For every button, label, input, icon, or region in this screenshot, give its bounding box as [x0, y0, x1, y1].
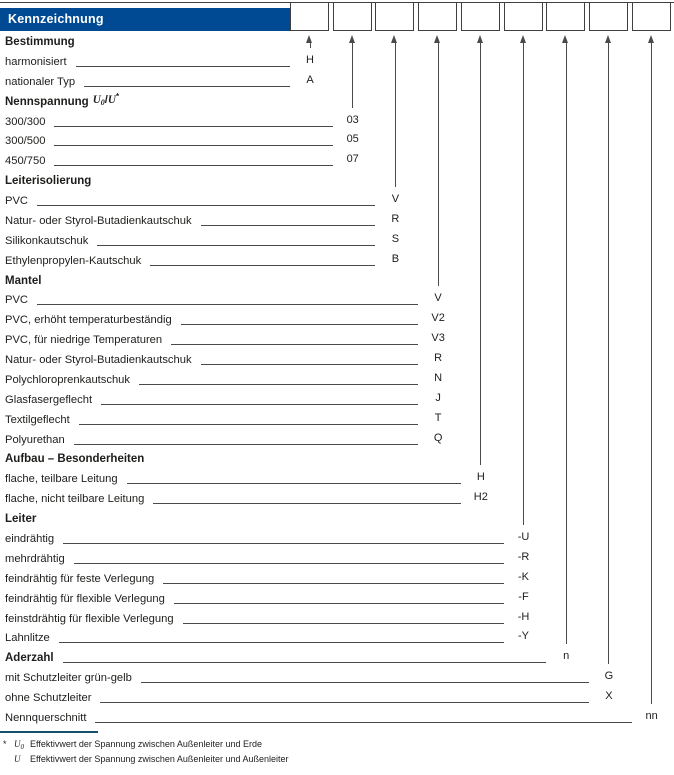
code-box [546, 2, 585, 31]
leader-line [63, 662, 547, 663]
column-arrow-stem [438, 43, 439, 286]
code-box [632, 2, 671, 31]
row-code: R [391, 212, 400, 225]
footnote-symbol: $U_0$ [14, 739, 24, 751]
row-code: 07 [346, 153, 359, 166]
diagram-row [5, 431, 418, 448]
row-code: N [434, 371, 443, 384]
row-code: V2 [431, 312, 445, 325]
code-box [290, 2, 329, 31]
row-code: H [476, 471, 485, 484]
arrow-up-icon [349, 35, 355, 43]
diagram-row [5, 550, 504, 567]
leader-line [141, 682, 589, 683]
row-code: V3 [431, 332, 445, 345]
row-label: Bestimmung [5, 36, 75, 48]
arrow-up-icon [477, 35, 483, 43]
code-box [333, 2, 372, 31]
row-code: -U [517, 531, 530, 543]
column-arrow-stem [310, 43, 311, 48]
row-label: feinstdrähtig für flexible Verlegung [5, 612, 174, 625]
row-label: Natur- oder Styrol-Butadienkautschuk [5, 354, 192, 367]
section-title: Kennzeichnung [8, 12, 104, 26]
row-code: 03 [346, 113, 359, 126]
row-label: Lahnlitze [5, 632, 50, 645]
row-code: Q [433, 431, 443, 444]
column-arrow-stem [352, 43, 353, 108]
row-code: B [391, 252, 400, 265]
row-label: PVC, erhöht temperaturbeständig [5, 314, 172, 327]
arrow-up-icon [520, 35, 526, 43]
leader-line [139, 384, 418, 385]
leader-line [183, 623, 504, 624]
leader-line [74, 563, 504, 564]
row-code: -R [517, 550, 530, 563]
leader-line [84, 86, 290, 87]
row-label: ohne Schutzleiter [5, 692, 92, 705]
row-label: harmonisiert [5, 55, 67, 68]
row-code: n [563, 650, 570, 663]
leader-line [171, 344, 418, 345]
diagram-row [5, 649, 546, 666]
leader-line [181, 324, 418, 325]
leader-line [127, 483, 461, 484]
row-label: Aufbau – Besonderheiten [5, 453, 145, 466]
diagram-row [5, 33, 75, 50]
leader-line [101, 404, 418, 405]
diagram-row [5, 152, 333, 169]
leader-line [201, 364, 419, 365]
row-label: Leiterisolierung [5, 175, 92, 188]
row-label: flache, teilbare Leitung [5, 473, 118, 486]
diagram-row [5, 470, 461, 487]
row-code: X [605, 690, 613, 703]
row-label: 300/300 [5, 115, 46, 128]
row-label: Mantel [5, 274, 42, 287]
leader-line [59, 642, 504, 643]
diagram-row [5, 570, 504, 587]
row-label: Nennquerschnitt [5, 711, 87, 724]
diagram-row [5, 93, 119, 110]
row-label: Ethylenpropylen-Kautschuk [5, 254, 142, 267]
code-box [461, 2, 500, 31]
row-label: Natur- oder Styrol-Butadienkautschuk [5, 214, 192, 227]
footnote-marker: * [3, 739, 7, 749]
leader-line [37, 304, 418, 305]
footnote [3, 739, 289, 754]
footnote-text: Effektivwert der Spannung zwischen Außenleiter und Erde [30, 739, 262, 749]
leader-line [54, 145, 332, 146]
arrow-up-icon [391, 35, 397, 43]
leader-line [150, 265, 375, 266]
diagram-row [5, 73, 290, 90]
row-label: 300/500 [5, 135, 46, 148]
diagram-row [5, 113, 333, 130]
row-label: feindrähtig für flexible Verlegung [5, 592, 165, 605]
row-code: nn [645, 709, 658, 722]
row-code: H [306, 53, 314, 66]
footnote-rule [0, 731, 98, 733]
diagram-row [5, 689, 589, 706]
code-box [418, 2, 457, 31]
arrow-up-icon [648, 35, 654, 43]
column-arrow-stem [566, 43, 567, 644]
row-label: flache, nicht teilbare Leitung [5, 493, 145, 506]
row-label: Polyurethan [5, 433, 65, 446]
diagram-row [5, 510, 36, 527]
leader-line [201, 225, 376, 226]
diagram-row [5, 669, 589, 686]
diagram-row [5, 331, 418, 348]
diagram-row [5, 391, 418, 408]
leader-line [37, 205, 375, 206]
diagram-row [5, 232, 375, 249]
diagram-row [5, 629, 504, 646]
diagram-row [5, 311, 418, 328]
row-label: Glasfasergeflecht [5, 393, 93, 406]
row-label: Nennspannung [5, 95, 89, 108]
voltage-formula: $U_0/U^*$ [92, 91, 120, 107]
diagram-row [5, 212, 375, 229]
row-code: S [391, 232, 400, 245]
diagram-row [5, 291, 418, 308]
footnote-text: Effektivwert der Spannung zwischen Außenleiter und Außenleiter [30, 753, 289, 764]
diagram-row [5, 709, 632, 726]
column-arrow-stem [523, 43, 524, 525]
code-box [375, 2, 414, 31]
diagram-row [5, 132, 333, 149]
diagram-row [5, 53, 290, 70]
diagram-row [5, 590, 504, 607]
row-label: eindrähtig [5, 533, 55, 545]
arrow-up-icon [434, 35, 440, 43]
row-code: 05 [346, 133, 359, 146]
row-code: R [434, 352, 443, 365]
row-label: PVC, für niedrige Temperaturen [5, 334, 163, 347]
row-label: PVC [5, 195, 29, 208]
column-arrow-stem [608, 43, 609, 664]
arrow-up-icon [605, 35, 611, 43]
code-box [504, 2, 543, 31]
diagram-row [5, 371, 418, 388]
row-label: mit Schutzleiter grün-gelb [5, 672, 132, 685]
diagram-row [5, 450, 144, 467]
row-code: -K [518, 570, 529, 583]
row-label: feindrähtig für feste Verlegung [5, 572, 155, 585]
row-label: Aderzahl [5, 652, 54, 665]
arrow-up-icon [562, 35, 568, 43]
leader-line [54, 126, 332, 127]
row-code: V [434, 292, 442, 305]
row-code: V [391, 193, 400, 206]
diagram-row [5, 172, 91, 189]
diagram-row [5, 351, 418, 368]
column-arrow-stem [480, 43, 481, 465]
leader-line [100, 702, 588, 703]
diagram-row [5, 530, 504, 547]
leader-line [63, 543, 503, 544]
leader-line [174, 603, 504, 604]
row-code: -F [518, 590, 529, 603]
footnote [3, 754, 289, 769]
column-arrow-stem [395, 43, 396, 187]
row-label: 450/750 [5, 155, 46, 168]
row-label: mehrdrähtig [5, 552, 65, 565]
footnote-marker [3, 754, 14, 769]
row-label: Textilgeflecht [5, 413, 70, 426]
leader-line [74, 444, 418, 445]
row-label: nationaler Typ [5, 75, 76, 88]
diagram-row [5, 610, 504, 627]
leader-line [79, 424, 418, 425]
row-code: -Y [518, 630, 529, 643]
row-label: Silikonkautschuk [5, 234, 89, 247]
arrow-up-icon [306, 35, 312, 43]
diagram-row [5, 490, 461, 507]
footnotes [3, 739, 289, 768]
row-label: Polychloroprenkautschuk [5, 373, 130, 386]
row-code: J [435, 391, 441, 404]
diagram-row [5, 411, 418, 428]
diagram-row [5, 192, 375, 209]
row-label: PVC [5, 294, 29, 307]
row-code: H2 [473, 491, 488, 504]
row-code: A [306, 73, 314, 86]
diagram-row [5, 252, 375, 269]
section-header [0, 8, 290, 31]
footnote-symbol: U [14, 753, 21, 764]
leader-line [54, 165, 332, 166]
column-arrow-stem [651, 43, 652, 704]
leader-line [163, 583, 503, 584]
code-box [589, 2, 628, 31]
leader-line [97, 245, 375, 246]
row-code: G [604, 670, 614, 683]
leader-line [153, 503, 460, 504]
leader-line [95, 722, 631, 723]
diagram-row [5, 272, 41, 289]
row-code: T [434, 411, 442, 424]
row-code: -H [517, 610, 530, 623]
row-label: Leiter [5, 513, 37, 526]
leader-line [76, 66, 290, 67]
